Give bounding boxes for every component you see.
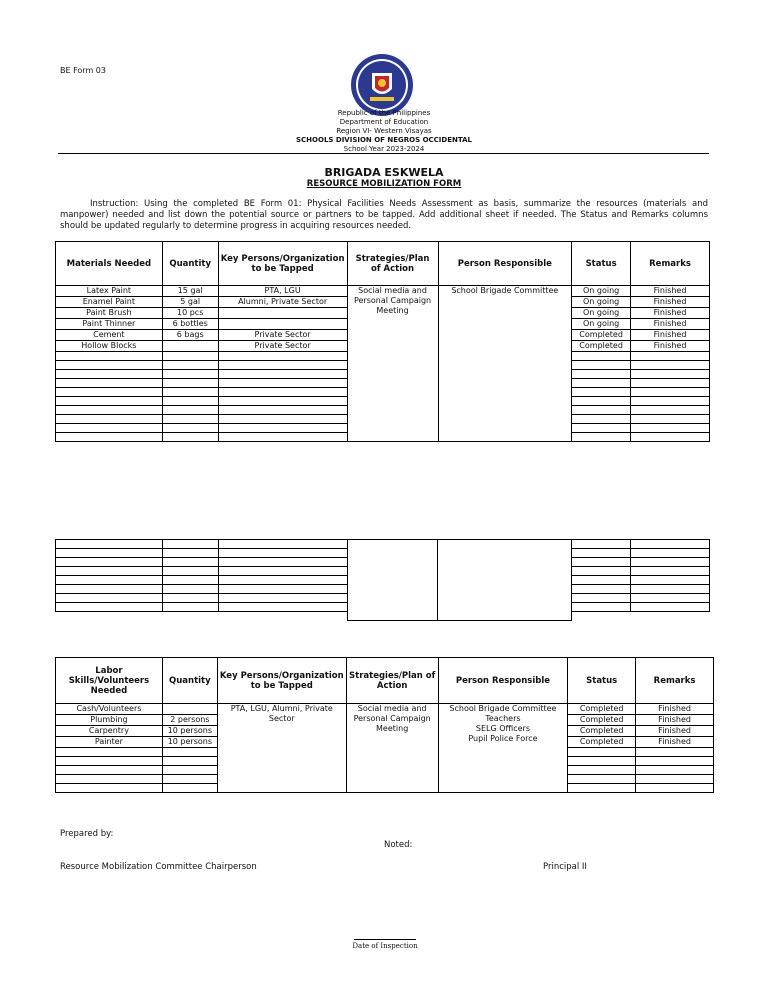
cell: Completed — [572, 341, 631, 352]
col-header: Remarks — [636, 658, 714, 704]
school-year: School Year 2023-2024 — [343, 145, 425, 153]
empty-row — [56, 540, 710, 549]
col-header: Key Persons/Organization to be Tapped — [218, 242, 347, 286]
header-line-2: Department of Education — [339, 118, 429, 126]
cell: 10 pcs — [162, 308, 218, 319]
cell: Finished — [631, 319, 710, 330]
cell: Completed — [568, 704, 636, 715]
col-header: Strategies/Plan of Action — [346, 658, 438, 704]
cell: 10 persons — [162, 737, 217, 748]
strategy-cell: Social media and Personal Campaign Meeting — [346, 704, 438, 793]
table-row — [56, 286, 710, 297]
table-row — [56, 704, 714, 715]
cell — [162, 704, 217, 715]
date-signature-line — [354, 939, 416, 940]
col-header: Person Responsible — [438, 658, 568, 704]
cell: On going — [572, 308, 631, 319]
responsible-cell: School Brigade Committee — [438, 286, 572, 442]
page-subtitle: RESOURCE MOBILIZATION FORM — [306, 179, 462, 189]
cell: Private Sector — [218, 341, 347, 352]
responsible-line: School Brigade Committee — [449, 704, 557, 713]
responsible-cell — [438, 704, 568, 793]
noted-label: Noted: — [384, 840, 413, 850]
cell: Paint Thinner — [56, 319, 163, 330]
division-name: SCHOOLS DIVISION OF NEGROS OCCIDENTAL — [296, 136, 472, 144]
cell: 5 gal — [162, 297, 218, 308]
cell: PTA, LGU — [218, 286, 347, 297]
cell: Finished — [631, 286, 710, 297]
cell: Plumbing — [56, 715, 163, 726]
labor-table — [55, 657, 714, 793]
cell: Latex Paint — [56, 286, 163, 297]
cell — [218, 308, 347, 319]
strategy-cell: Social media and Personal Campaign Meeting — [347, 286, 438, 442]
col-header: Status — [568, 658, 636, 704]
header-line-3: Region VI- Western Visayas — [336, 127, 432, 135]
cell: Finished — [631, 308, 710, 319]
col-header: Key Persons/Organization to be Tapped — [217, 658, 346, 704]
cell: Finished — [631, 341, 710, 352]
cell: 6 bags — [162, 330, 218, 341]
date-of-inspection-label: Date of Inspection — [352, 942, 418, 950]
cell: Finished — [631, 330, 710, 341]
col-header: Labor Skills/Volunteers Needed — [56, 658, 163, 704]
cell: Painter — [56, 737, 163, 748]
col-header: Materials Needed — [56, 242, 163, 286]
materials-continuation-table — [55, 539, 710, 621]
cell: Private Sector — [218, 330, 347, 341]
cell: On going — [572, 286, 631, 297]
table-header-row — [56, 658, 714, 704]
col-header: Status — [572, 242, 631, 286]
prepared-by-label: Prepared by: — [60, 829, 114, 839]
cell: Alumni, Private Sector — [218, 297, 347, 308]
responsible-line: SELG Officers — [475, 724, 530, 733]
cell: Cement — [56, 330, 163, 341]
cell: Completed — [568, 726, 636, 737]
cell: Carpentry — [56, 726, 163, 737]
materials-table — [55, 241, 710, 442]
key-persons-cell: PTA, LGU, Alumni, Private Sector — [217, 704, 346, 793]
instruction-text: Instruction: Using the completed BE Form 01: Physical Facilities Needs Assessment as basis, summarize the resources (materials and manpower) needed and list down the potential source or partners to be tapped. Add additional sheet if needed. The Status and Remarks columns should be updated regularly to determine progress in acquiring resources needed. — [60, 199, 708, 231]
header-block — [0, 109, 768, 154]
cell: Enamel Paint — [56, 297, 163, 308]
cell: 6 bottles — [162, 319, 218, 330]
form-code: BE Form 03 — [60, 66, 106, 75]
cell: 2 persons — [162, 715, 217, 726]
cell: On going — [572, 297, 631, 308]
cell: Hollow Blocks — [56, 341, 163, 352]
cell: 15 gal — [162, 286, 218, 297]
deped-seal-icon — [350, 53, 414, 117]
cell: Finished — [636, 704, 714, 715]
cell: Finished — [631, 297, 710, 308]
page-title: BRIGADA ESKWELA — [324, 166, 444, 179]
cell: Finished — [636, 726, 714, 737]
cell — [162, 341, 218, 352]
cell: Completed — [568, 737, 636, 748]
chairperson-label: Resource Mobilization Committee Chairperson — [60, 862, 257, 872]
cell: Paint Brush — [56, 308, 163, 319]
cell: Completed — [568, 715, 636, 726]
cell: 10 persons — [162, 726, 217, 737]
cell: Completed — [572, 330, 631, 341]
cell: On going — [572, 319, 631, 330]
cell — [218, 319, 347, 330]
col-header: Quantity — [162, 242, 218, 286]
cell: Finished — [636, 737, 714, 748]
col-header: Person Responsible — [438, 242, 572, 286]
responsible-line: Teachers — [485, 714, 521, 723]
cell: Finished — [636, 715, 714, 726]
header-line-1: Republic of the Philippines — [337, 109, 431, 117]
principal-label: Principal II — [543, 862, 587, 872]
responsible-line: Pupil Police Force — [468, 734, 538, 743]
col-header: Quantity — [162, 658, 217, 704]
col-header: Remarks — [631, 242, 710, 286]
header-divider — [58, 153, 709, 154]
table-header-row — [56, 242, 710, 286]
col-header: Strategies/Plan of Action — [347, 242, 438, 286]
cell: Cash/Volunteers — [56, 704, 163, 715]
